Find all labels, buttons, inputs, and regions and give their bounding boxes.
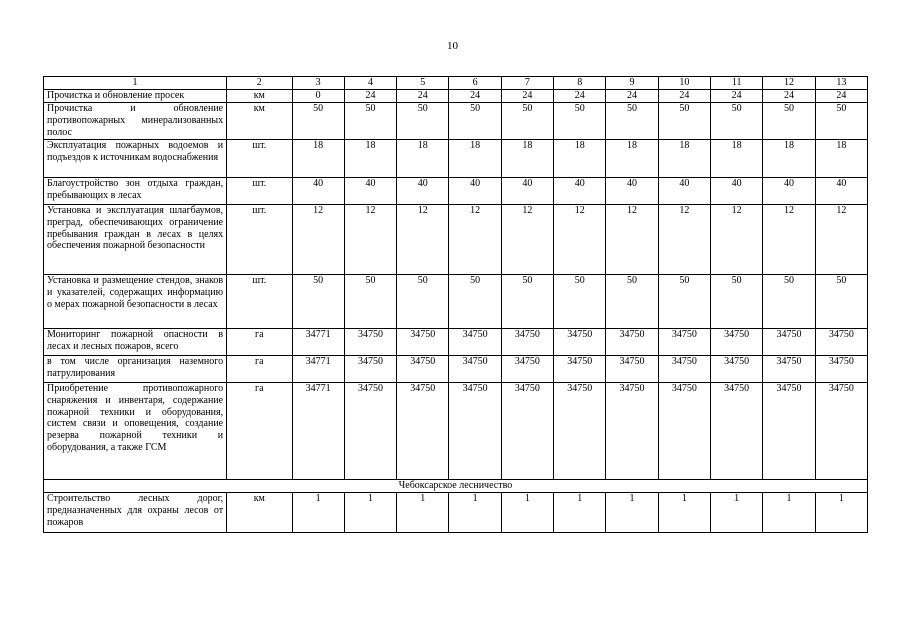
value-cell: 34750 xyxy=(763,356,815,383)
value-cell: 34750 xyxy=(501,329,553,356)
value-cell: 34750 xyxy=(815,329,867,356)
value-cell: 34750 xyxy=(658,356,710,383)
value-cell: 12 xyxy=(711,205,763,275)
value-cell: 12 xyxy=(815,205,867,275)
column-number: 9 xyxy=(606,77,658,90)
value-cell: 24 xyxy=(554,90,606,103)
value-cell: 24 xyxy=(711,90,763,103)
value-cell: 18 xyxy=(344,140,396,178)
unit-cell: га xyxy=(227,329,292,356)
value-cell: 50 xyxy=(292,103,344,140)
value-cell: 1 xyxy=(397,493,449,533)
value-cell: 50 xyxy=(815,275,867,329)
value-cell: 24 xyxy=(658,90,710,103)
value-cell: 34750 xyxy=(711,329,763,356)
value-cell: 40 xyxy=(501,178,553,205)
value-cell: 34750 xyxy=(449,356,501,383)
unit-cell: шт. xyxy=(227,178,292,205)
column-number-row xyxy=(44,77,868,90)
value-cell: 18 xyxy=(606,140,658,178)
value-cell: 40 xyxy=(711,178,763,205)
value-cell: 1 xyxy=(292,493,344,533)
value-cell: 12 xyxy=(606,205,658,275)
value-cell: 18 xyxy=(763,140,815,178)
value-cell: 50 xyxy=(763,275,815,329)
table-row xyxy=(44,140,868,178)
table-row xyxy=(44,90,868,103)
column-number: 11 xyxy=(711,77,763,90)
table-row xyxy=(44,103,868,140)
value-cell: 1 xyxy=(501,493,553,533)
value-cell: 40 xyxy=(658,178,710,205)
unit-cell: шт. xyxy=(227,140,292,178)
table-body xyxy=(44,77,868,533)
value-cell: 34750 xyxy=(397,329,449,356)
value-cell: 34750 xyxy=(449,329,501,356)
value-cell: 50 xyxy=(815,103,867,140)
table-row xyxy=(44,205,868,275)
value-cell: 1 xyxy=(711,493,763,533)
value-cell: 34750 xyxy=(397,383,449,480)
column-number: 13 xyxy=(815,77,867,90)
value-cell: 24 xyxy=(449,90,501,103)
value-cell: 50 xyxy=(344,103,396,140)
value-cell: 50 xyxy=(501,103,553,140)
measure-name-cell: Приобретение противопожарного снаряжения и инвентаря, содержание пожарной техники и оборудования, систем связи и оповещения, создание резерва пожарной техники и оборудования, а также ГСМ xyxy=(44,383,227,480)
measure-name-cell: Эксплуатация пожарных водоемов и подъездов к источникам водоснабжения xyxy=(44,140,227,178)
value-cell: 34750 xyxy=(501,356,553,383)
value-cell: 24 xyxy=(763,90,815,103)
value-cell: 18 xyxy=(711,140,763,178)
value-cell: 34771 xyxy=(292,329,344,356)
unit-cell: шт. xyxy=(227,275,292,329)
value-cell: 34771 xyxy=(292,383,344,480)
value-cell: 12 xyxy=(449,205,501,275)
value-cell: 12 xyxy=(554,205,606,275)
value-cell: 50 xyxy=(397,103,449,140)
value-cell: 34750 xyxy=(501,383,553,480)
value-cell: 18 xyxy=(815,140,867,178)
page-number: 10 xyxy=(447,40,458,52)
value-cell: 18 xyxy=(449,140,501,178)
value-cell: 34750 xyxy=(711,356,763,383)
value-cell: 34750 xyxy=(815,383,867,480)
value-cell: 34750 xyxy=(554,356,606,383)
value-cell: 12 xyxy=(501,205,553,275)
value-cell: 18 xyxy=(658,140,710,178)
measure-name-cell: Установка и размещение стендов, знаков и указателей, содержащих информацию о мерах пожарной безопасности в лесах xyxy=(44,275,227,329)
value-cell: 1 xyxy=(815,493,867,533)
value-cell: 40 xyxy=(763,178,815,205)
value-cell: 18 xyxy=(292,140,344,178)
column-number: 5 xyxy=(397,77,449,90)
value-cell: 50 xyxy=(554,103,606,140)
value-cell: 34750 xyxy=(606,356,658,383)
value-cell: 24 xyxy=(397,90,449,103)
column-number: 6 xyxy=(449,77,501,90)
value-cell: 34750 xyxy=(344,383,396,480)
value-cell: 24 xyxy=(815,90,867,103)
measure-name-cell: Благоустройство зон отдыха граждан, пребывающих в лесах xyxy=(44,178,227,205)
table-row xyxy=(44,493,868,533)
unit-cell: км xyxy=(227,493,292,533)
column-number: 8 xyxy=(554,77,606,90)
value-cell: 1 xyxy=(658,493,710,533)
measure-name-cell: в том числе организация наземного патрулирования xyxy=(44,356,227,383)
value-cell: 34750 xyxy=(344,329,396,356)
section-header-row xyxy=(44,480,868,493)
value-cell: 40 xyxy=(292,178,344,205)
measure-name-cell: Прочистка и обновление просек xyxy=(44,90,227,103)
value-cell: 34750 xyxy=(711,383,763,480)
value-cell: 50 xyxy=(554,275,606,329)
value-cell: 34750 xyxy=(658,383,710,480)
value-cell: 24 xyxy=(344,90,396,103)
column-number: 7 xyxy=(501,77,553,90)
value-cell: 50 xyxy=(763,103,815,140)
value-cell: 24 xyxy=(501,90,553,103)
value-cell: 50 xyxy=(501,275,553,329)
value-cell: 34750 xyxy=(554,329,606,356)
column-number: 10 xyxy=(658,77,710,90)
value-cell: 12 xyxy=(344,205,396,275)
value-cell: 34750 xyxy=(449,383,501,480)
value-cell: 40 xyxy=(554,178,606,205)
unit-cell: км xyxy=(227,103,292,140)
value-cell: 24 xyxy=(606,90,658,103)
value-cell: 1 xyxy=(763,493,815,533)
column-number: 3 xyxy=(292,77,344,90)
value-cell: 50 xyxy=(711,103,763,140)
unit-cell: га xyxy=(227,356,292,383)
value-cell: 34771 xyxy=(292,356,344,383)
value-cell: 50 xyxy=(711,275,763,329)
value-cell: 1 xyxy=(449,493,501,533)
value-cell: 34750 xyxy=(344,356,396,383)
value-cell: 40 xyxy=(606,178,658,205)
value-cell: 34750 xyxy=(658,329,710,356)
column-number: 2 xyxy=(227,77,292,90)
table-row xyxy=(44,178,868,205)
fire-safety-measures-table xyxy=(43,76,868,533)
table-row xyxy=(44,275,868,329)
section-title: Чебоксарское лесничество xyxy=(44,480,868,493)
value-cell: 34750 xyxy=(397,356,449,383)
unit-cell: шт. xyxy=(227,205,292,275)
value-cell: 12 xyxy=(658,205,710,275)
value-cell: 1 xyxy=(606,493,658,533)
value-cell: 50 xyxy=(606,275,658,329)
value-cell: 50 xyxy=(397,275,449,329)
value-cell: 50 xyxy=(449,275,501,329)
measure-name-cell: Установка и эксплуатация шлагбаумов, преград, обеспечивающих ограничение пребывания граждан в лесах в целях обеспечения пожарной безопасности xyxy=(44,205,227,275)
unit-cell: га xyxy=(227,383,292,480)
value-cell: 1 xyxy=(554,493,606,533)
table-row xyxy=(44,383,868,480)
column-number: 1 xyxy=(44,77,227,90)
value-cell: 50 xyxy=(344,275,396,329)
measure-name-cell: Прочистка и обновление противопожарных минерализованных полос xyxy=(44,103,227,140)
value-cell: 40 xyxy=(449,178,501,205)
value-cell: 34750 xyxy=(606,329,658,356)
value-cell: 12 xyxy=(763,205,815,275)
column-number: 12 xyxy=(763,77,815,90)
measure-name-cell: Мониторинг пожарной опасности в лесах и лесных пожаров, всего xyxy=(44,329,227,356)
value-cell: 34750 xyxy=(554,383,606,480)
value-cell: 18 xyxy=(554,140,606,178)
value-cell: 34750 xyxy=(763,329,815,356)
unit-cell: км xyxy=(227,90,292,103)
value-cell: 40 xyxy=(344,178,396,205)
value-cell: 34750 xyxy=(606,383,658,480)
value-cell: 50 xyxy=(292,275,344,329)
value-cell: 34750 xyxy=(763,383,815,480)
value-cell: 12 xyxy=(397,205,449,275)
value-cell: 18 xyxy=(397,140,449,178)
value-cell: 18 xyxy=(501,140,553,178)
value-cell: 1 xyxy=(344,493,396,533)
value-cell: 40 xyxy=(815,178,867,205)
measure-name-cell: Строительство лесных дорог, предназначенных для охраны лесов от пожаров xyxy=(44,493,227,533)
column-number: 4 xyxy=(344,77,396,90)
value-cell: 40 xyxy=(397,178,449,205)
table-row xyxy=(44,329,868,356)
value-cell: 0 xyxy=(292,90,344,103)
value-cell: 50 xyxy=(606,103,658,140)
value-cell: 50 xyxy=(658,103,710,140)
table-row xyxy=(44,356,868,383)
value-cell: 50 xyxy=(449,103,501,140)
value-cell: 50 xyxy=(658,275,710,329)
value-cell: 12 xyxy=(292,205,344,275)
value-cell: 34750 xyxy=(815,356,867,383)
